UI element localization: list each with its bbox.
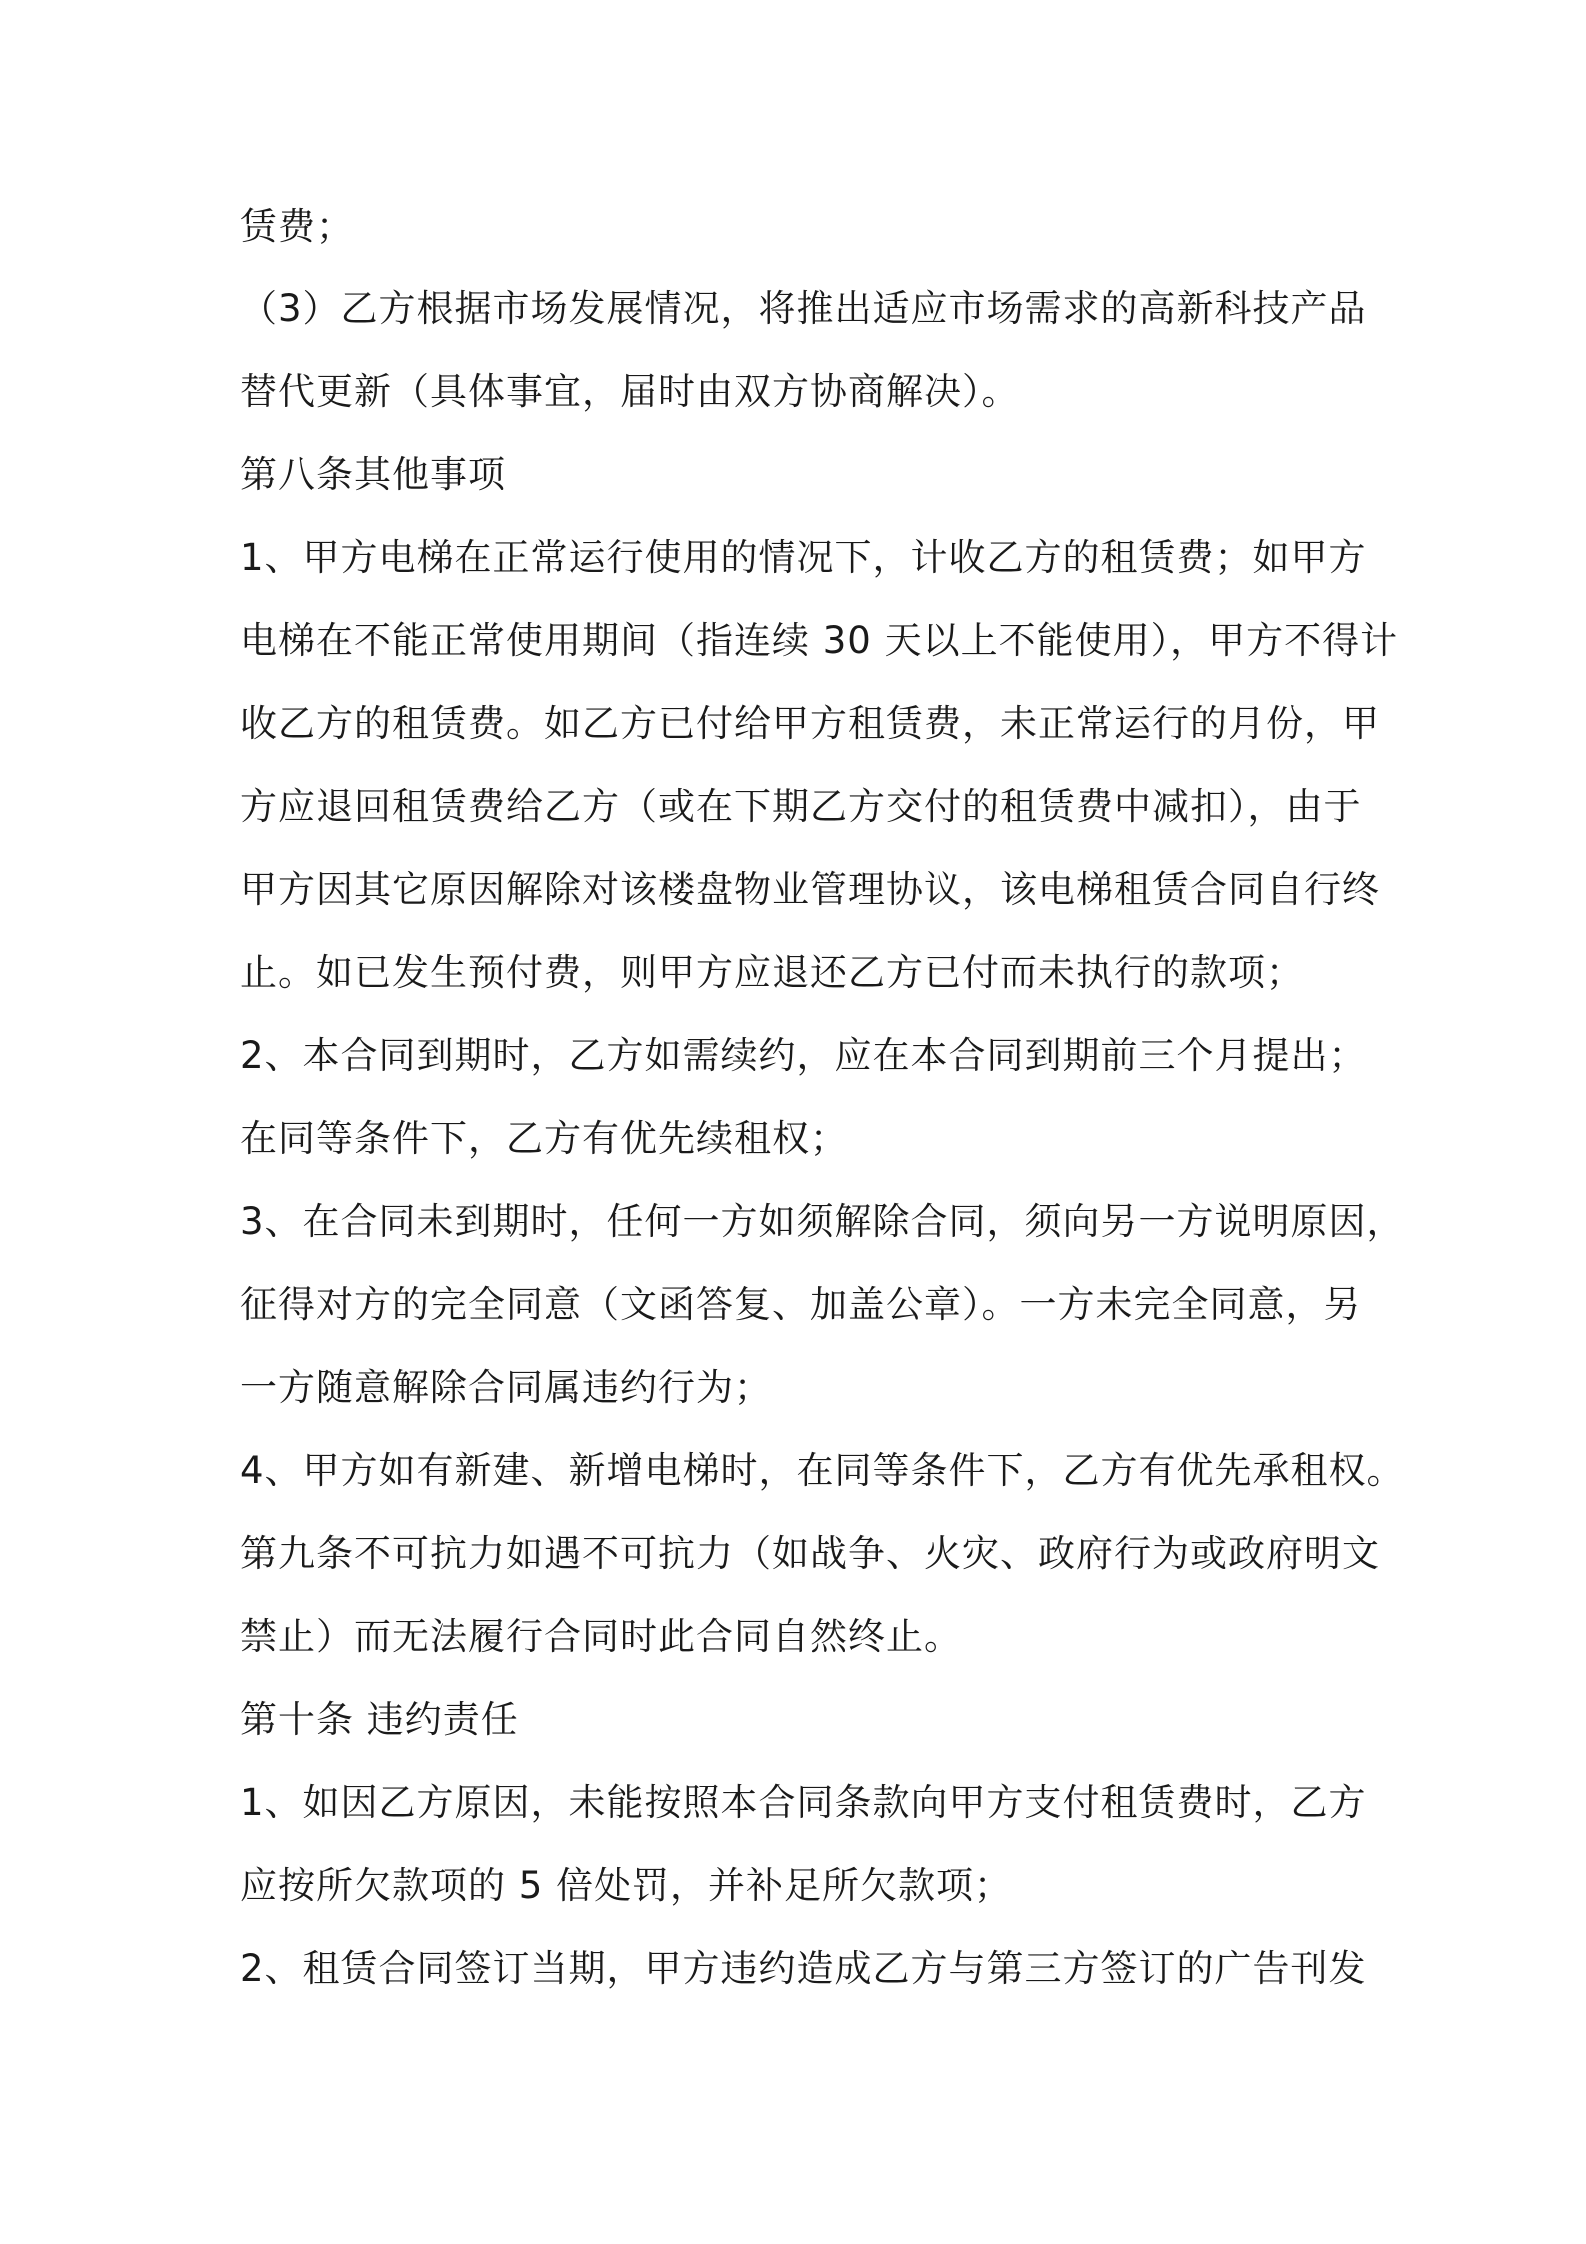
text-line: 1、如因乙方原因，未能按照本合同条款向甲方支付租赁费时，乙方 bbox=[240, 1781, 1367, 1824]
text-line: 禁止）而无法履行合同时此合同自然终止。 bbox=[240, 1615, 962, 1658]
text-line: （3）乙方根据市场发展情况，将推出适应市场需求的高新科技产品 bbox=[240, 287, 1367, 330]
text-line: 征得对方的完全同意（文函答复、加盖公章）。一方未完全同意，另 bbox=[240, 1283, 1362, 1326]
text-line: 在同等条件下，乙方有优先续租权； bbox=[240, 1117, 848, 1160]
section-heading: 第八条其他事项 bbox=[240, 453, 506, 496]
text-line: 赁费； bbox=[240, 205, 354, 248]
text-line: 替代更新（具体事宜，届时由双方协商解决）。 bbox=[240, 370, 1020, 413]
text-line: 方应退回租赁费给乙方（或在下期乙方交付的租赁费中减扣），由于 bbox=[240, 785, 1362, 828]
text-line: 3、在合同未到期时，任何一方如须解除合同，须向另一方说明原因， bbox=[240, 1200, 1405, 1243]
section-heading: 第十条 违约责任 bbox=[240, 1698, 519, 1741]
text-line: 电梯在不能正常使用期间（指连续 30 天以上不能使用），甲方不得计 bbox=[240, 619, 1399, 662]
text-line: 2、本合同到期时，乙方如需续约，应在本合同到期前三个月提出； bbox=[240, 1034, 1367, 1077]
text-line: 应按所欠款项的 5 倍处罚，并补足所欠款项； bbox=[240, 1864, 1013, 1907]
section-heading: 第九条不可抗力如遇不可抗力（如战争、火灾、政府行为或政府明文 bbox=[240, 1532, 1380, 1575]
text-line: 一方随意解除合同属违约行为； bbox=[240, 1366, 772, 1409]
text-line: 止。如已发生预付费，则甲方应退还乙方已付而未执行的款项； bbox=[240, 951, 1304, 994]
text-line: 2、租赁合同签订当期，甲方违约造成乙方与第三方签订的广告刊发 bbox=[240, 1947, 1367, 1990]
text-line: 1、甲方电梯在正常运行使用的情况下，计收乙方的租赁费；如甲方 bbox=[240, 536, 1367, 579]
text-line: 甲方因其它原因解除对该楼盘物业管理协议，该电梯租赁合同自行终 bbox=[240, 868, 1380, 911]
text-line: 4、甲方如有新建、新增电梯时，在同等条件下，乙方有优先承租权。 bbox=[240, 1449, 1405, 1492]
text-line: 收乙方的租赁费。如乙方已付给甲方租赁费，未正常运行的月份，甲 bbox=[240, 702, 1380, 745]
